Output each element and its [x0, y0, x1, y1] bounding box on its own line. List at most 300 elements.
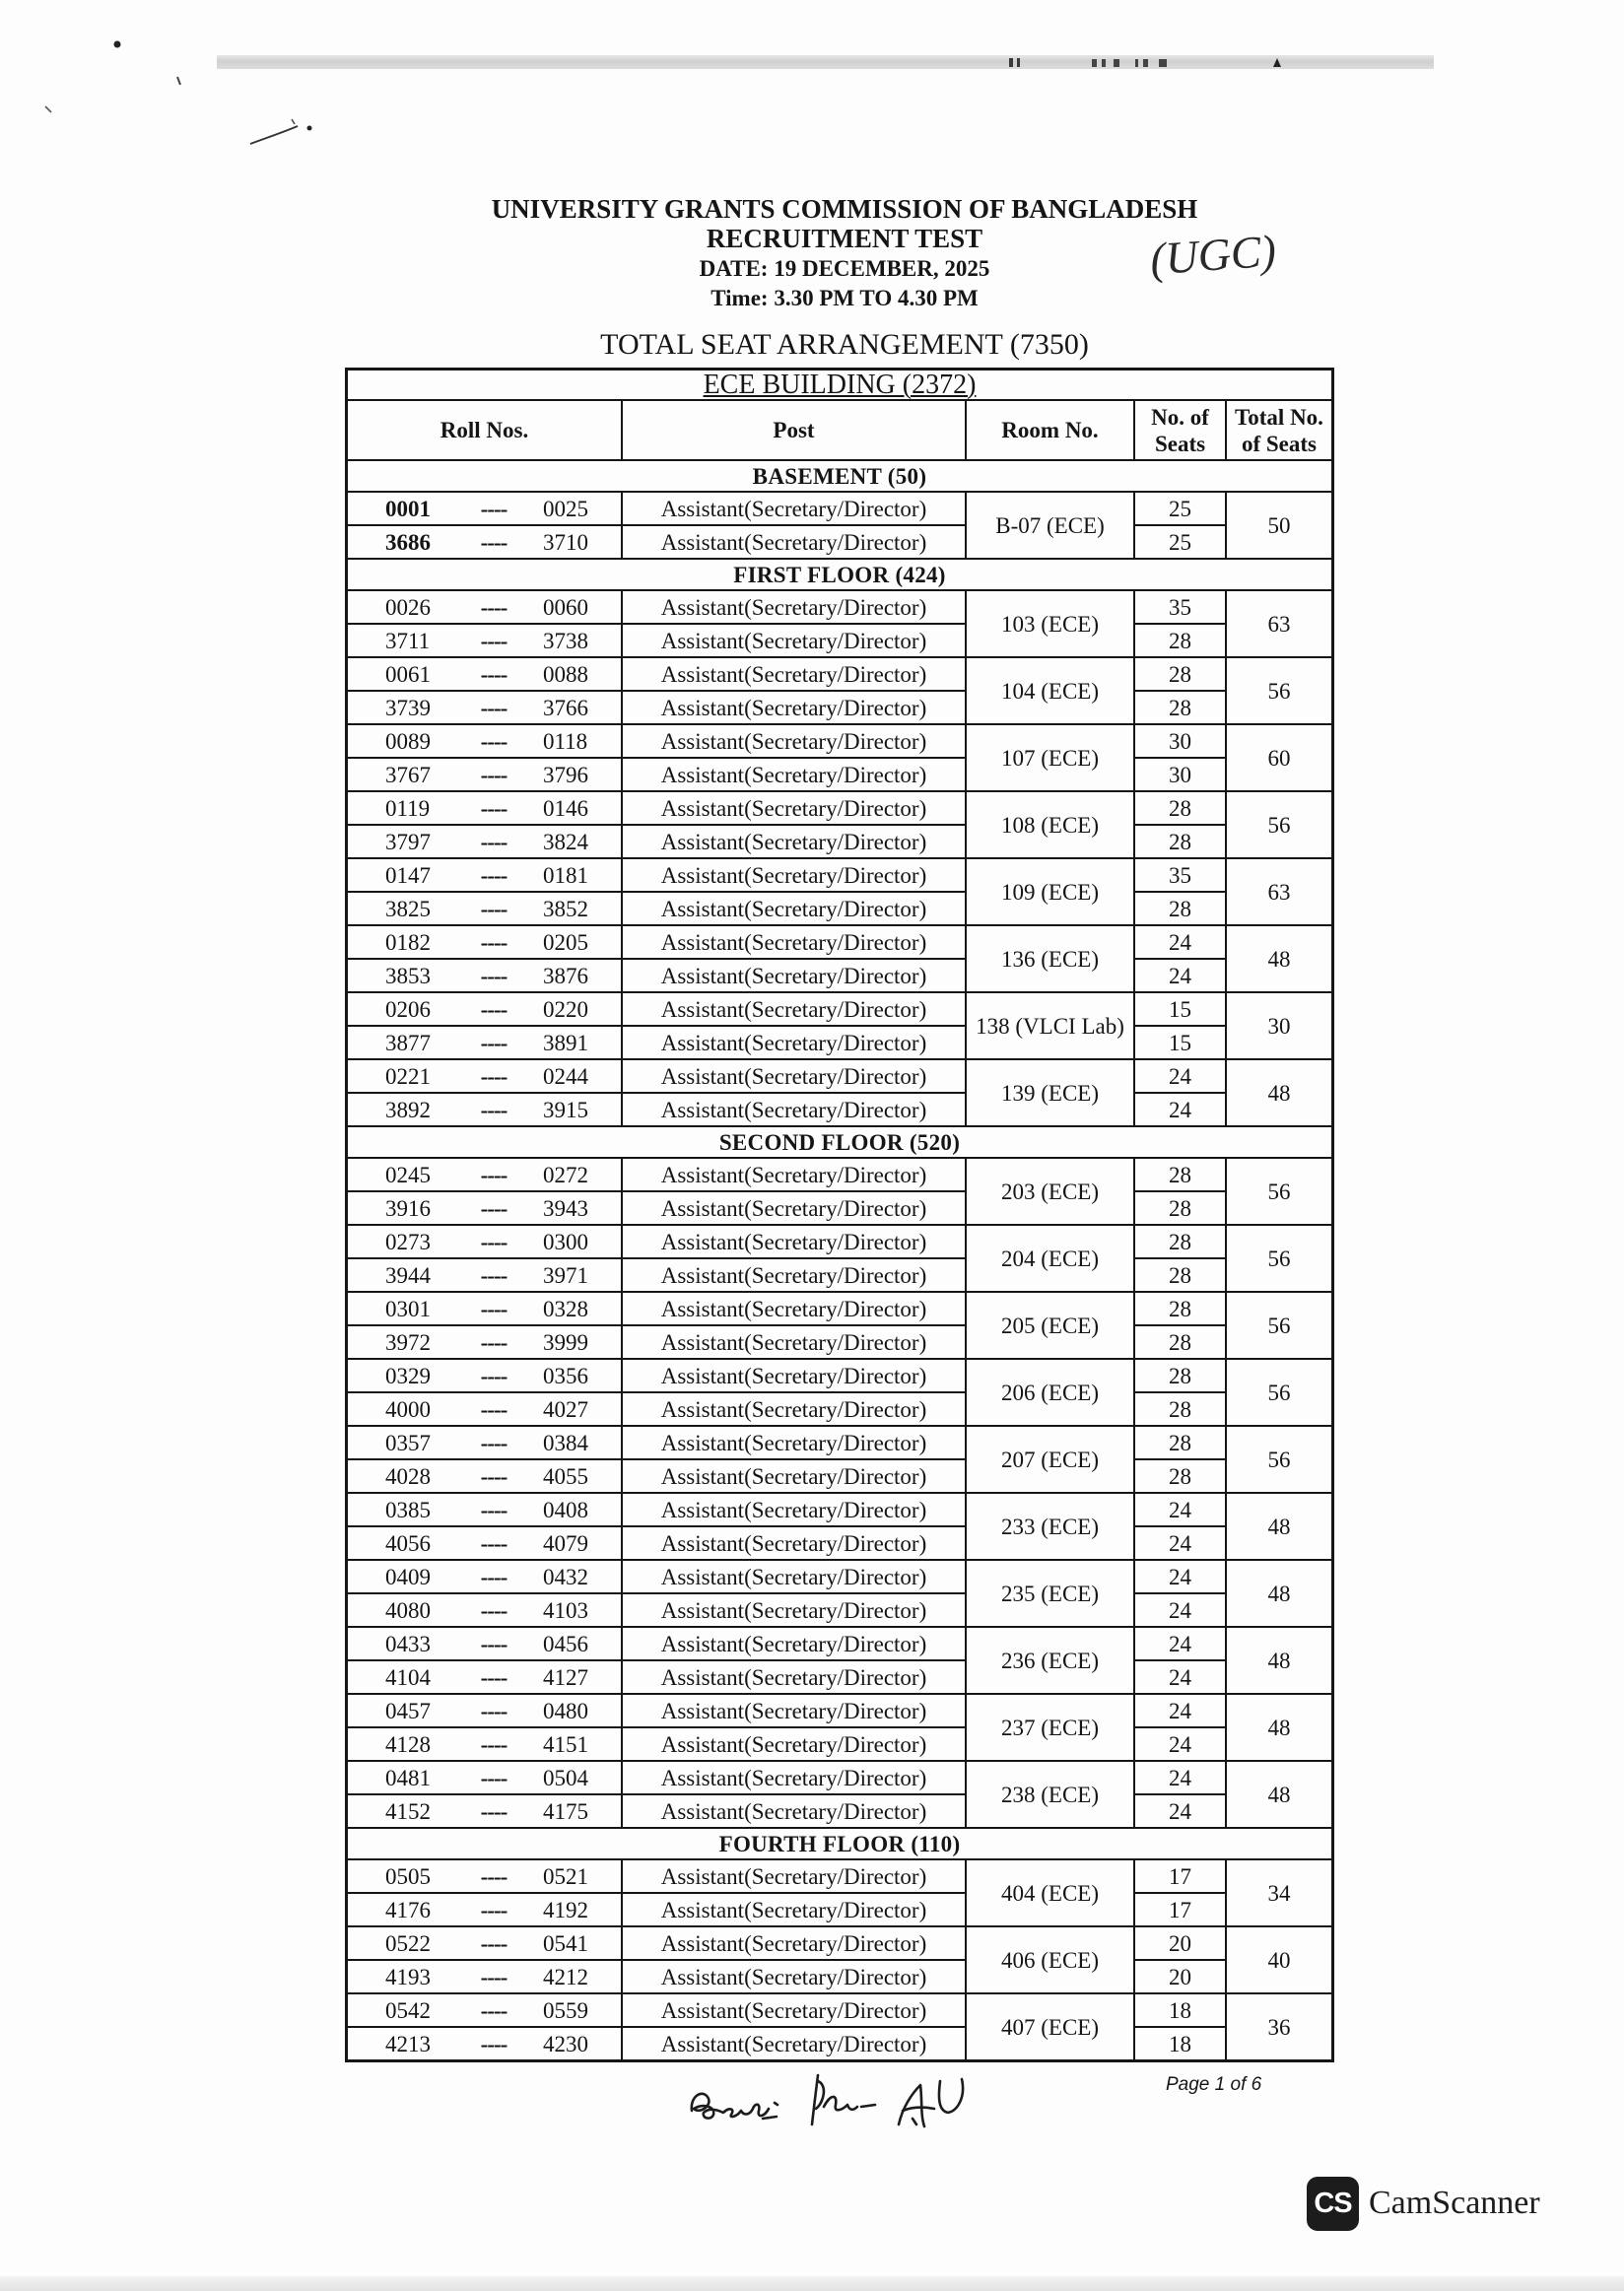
handwritten-annotation: (UGC)	[1148, 225, 1278, 285]
roll-to: 0025	[543, 496, 588, 521]
seats-cell: 28	[1135, 826, 1227, 859]
total-seats-cell: 48	[1227, 1060, 1333, 1127]
roll-range	[348, 1027, 623, 1060]
room-cell: 204 (ECE)	[967, 1226, 1135, 1293]
roll-separator: ----	[480, 1097, 508, 1122]
post-cell: Assistant(Secretary/Director)	[623, 1060, 967, 1094]
post-cell: Assistant(Secretary/Director)	[623, 1927, 967, 1961]
roll-from: 3797	[385, 829, 431, 854]
post-cell: Assistant(Secretary/Director)	[623, 1226, 967, 1259]
room-block	[348, 1994, 1333, 2061]
section-title: FOURTH FLOOR (110)	[348, 1829, 1333, 1860]
roll-to: 3971	[543, 1262, 588, 1288]
roll-from: 4193	[385, 1964, 431, 1989]
roll-from: 3916	[385, 1195, 431, 1221]
total-seats-cell: 36	[1227, 1994, 1333, 2061]
camscanner-logo: CS	[1307, 2177, 1359, 2231]
seats-cell: 18	[1135, 1994, 1227, 2028]
total-seats-cell: 50	[1227, 493, 1333, 560]
roll-from: 3711	[385, 628, 431, 653]
col-header-room: Room No.	[967, 401, 1135, 461]
room-block	[348, 792, 1333, 859]
roll-separator: ----	[480, 1964, 508, 1989]
roll-range	[348, 960, 623, 993]
seats-cell: 17	[1135, 1894, 1227, 1927]
roll-to: 3796	[543, 762, 588, 787]
roll-to: 3891	[543, 1030, 588, 1055]
seats-cell: 24	[1135, 1628, 1227, 1661]
room-block	[348, 658, 1333, 725]
roll-range	[348, 2028, 623, 2061]
room-block	[348, 993, 1333, 1060]
roll-range	[348, 1494, 623, 1527]
roll-from: 0542	[385, 1997, 431, 2023]
total-seats-cell: 48	[1227, 1494, 1333, 1561]
room-cell: 107 (ECE)	[967, 725, 1135, 792]
roll-range	[348, 1293, 623, 1326]
roll-separator: ----	[480, 1162, 508, 1187]
seats-cell: 24	[1135, 1695, 1227, 1728]
seats-cell: 25	[1135, 493, 1227, 526]
roll-to: 0456	[543, 1631, 588, 1656]
roll-separator: ----	[480, 1698, 508, 1723]
col-header-total-line1: Total No.	[1235, 404, 1323, 430]
roll-range	[348, 493, 623, 526]
roll-range	[348, 1360, 623, 1393]
roll-to: 3824	[543, 829, 588, 854]
roll-range	[348, 1226, 623, 1259]
seats-cell: 28	[1135, 1427, 1227, 1460]
roll-to: 3766	[543, 695, 588, 720]
room-block	[348, 493, 1333, 560]
roll-to: 0541	[543, 1930, 588, 1956]
roll-to: 0432	[543, 1564, 588, 1589]
scan-specks	[0, 0, 335, 158]
room-block	[348, 1494, 1333, 1561]
room-cell: 109 (ECE)	[967, 859, 1135, 926]
roll-range	[348, 1259, 623, 1293]
seats-cell: 24	[1135, 1060, 1227, 1094]
total-seats-cell: 48	[1227, 1762, 1333, 1829]
seats-cell: 28	[1135, 1460, 1227, 1494]
roll-from: 0505	[385, 1863, 431, 1889]
roll-to: 0088	[543, 661, 588, 687]
col-header-seats-line1: No. of	[1151, 404, 1209, 430]
roll-to: 0504	[543, 1765, 588, 1790]
total-seats-cell: 63	[1227, 859, 1333, 926]
seats-cell: 28	[1135, 1259, 1227, 1293]
total-seats-cell: 63	[1227, 591, 1333, 658]
roll-separator: ----	[480, 1798, 508, 1824]
roll-from: 0273	[385, 1229, 431, 1254]
scan-strip-marks	[217, 55, 1434, 69]
roll-range	[348, 1795, 623, 1829]
roll-from: 4152	[385, 1798, 431, 1824]
roll-to: 3943	[543, 1195, 588, 1221]
roll-to: 4103	[543, 1597, 588, 1623]
room-block	[348, 1360, 1333, 1427]
room-block	[348, 1762, 1333, 1829]
seats-cell: 20	[1135, 1927, 1227, 1961]
room-block	[348, 591, 1333, 658]
roll-to: 0220	[543, 996, 588, 1022]
roll-to: 4212	[543, 1964, 588, 1989]
post-cell: Assistant(Secretary/Director)	[623, 1027, 967, 1060]
roll-range	[348, 1994, 623, 2028]
total-seats-cell: 56	[1227, 1226, 1333, 1293]
room-block	[348, 1860, 1333, 1927]
room-block	[348, 926, 1333, 993]
roll-from: 0409	[385, 1564, 431, 1589]
room-cell: B-07 (ECE)	[967, 493, 1135, 560]
roll-separator: ----	[480, 728, 508, 754]
post-cell: Assistant(Secretary/Director)	[623, 1393, 967, 1427]
roll-range	[348, 759, 623, 792]
post-cell: Assistant(Secretary/Director)	[623, 1628, 967, 1661]
roll-separator: ----	[480, 1030, 508, 1055]
scan-bottom-edge	[0, 2276, 1624, 2291]
roll-separator: ----	[480, 1363, 508, 1388]
exam-date: DATE: 19 DECEMBER, 2025	[699, 256, 990, 281]
roll-from: 0522	[385, 1930, 431, 1956]
roll-range	[348, 625, 623, 658]
roll-from: 0433	[385, 1631, 431, 1656]
post-cell: Assistant(Secretary/Director)	[623, 1728, 967, 1762]
seats-cell: 15	[1135, 1027, 1227, 1060]
roll-to: 3710	[543, 529, 588, 555]
roll-from: 3825	[385, 896, 431, 921]
roll-separator: ----	[480, 1497, 508, 1522]
roll-separator: ----	[480, 862, 508, 888]
roll-separator: ----	[480, 795, 508, 821]
roll-from: 3767	[385, 762, 431, 787]
seats-cell: 24	[1135, 926, 1227, 960]
post-cell: Assistant(Secretary/Director)	[623, 725, 967, 759]
roll-to: 4079	[543, 1530, 588, 1556]
roll-separator: ----	[480, 1262, 508, 1288]
total-seats-cell: 48	[1227, 1628, 1333, 1695]
seats-cell: 20	[1135, 1961, 1227, 1994]
organization-name: UNIVERSITY GRANTS COMMISSION OF BANGLADESH	[491, 194, 1198, 224]
roll-from: 3892	[385, 1097, 431, 1122]
roll-to: 4230	[543, 2031, 588, 2056]
roll-range	[348, 1393, 623, 1427]
seats-cell: 24	[1135, 1728, 1227, 1762]
roll-separator: ----	[480, 1063, 508, 1089]
roll-from: 0481	[385, 1765, 431, 1790]
document-title: TOTAL SEAT ARRANGEMENT (7350)	[600, 328, 1089, 361]
roll-to: 0146	[543, 795, 588, 821]
roll-range	[348, 1762, 623, 1795]
room-cell: 235 (ECE)	[967, 1561, 1135, 1628]
roll-range	[348, 1894, 623, 1927]
roll-to: 3999	[543, 1329, 588, 1355]
roll-separator: ----	[480, 2031, 508, 2056]
roll-from: 3944	[385, 1262, 431, 1288]
roll-to: 0480	[543, 1698, 588, 1723]
room-block	[348, 725, 1333, 792]
roll-separator: ----	[480, 1863, 508, 1889]
roll-range	[348, 893, 623, 926]
post-cell: Assistant(Secretary/Director)	[623, 1661, 967, 1695]
seat-table-body	[348, 461, 1333, 2061]
roll-to: 4027	[543, 1396, 588, 1422]
seats-cell: 35	[1135, 591, 1227, 625]
roll-separator: ----	[480, 1195, 508, 1221]
seats-cell: 28	[1135, 658, 1227, 692]
roll-from: 3686	[385, 529, 431, 555]
roll-from: 0119	[385, 795, 431, 821]
post-cell: Assistant(Secretary/Director)	[623, 1961, 967, 1994]
roll-separator: ----	[480, 829, 508, 854]
section-title: FIRST FLOOR (424)	[348, 560, 1333, 591]
roll-to: 0272	[543, 1162, 588, 1187]
roll-to: 0356	[543, 1363, 588, 1388]
roll-separator: ----	[480, 1463, 508, 1489]
roll-to: 0181	[543, 862, 588, 888]
roll-separator: ----	[480, 929, 508, 955]
roll-separator: ----	[480, 594, 508, 620]
roll-from: 4213	[385, 2031, 431, 2056]
roll-separator: ----	[480, 1564, 508, 1589]
roll-separator: ----	[480, 661, 508, 687]
seats-cell: 24	[1135, 1527, 1227, 1561]
post-cell: Assistant(Secretary/Director)	[623, 1894, 967, 1927]
room-cell: 404 (ECE)	[967, 1860, 1135, 1927]
post-cell: Assistant(Secretary/Director)	[623, 493, 967, 526]
roll-separator: ----	[480, 1396, 508, 1422]
room-cell: 407 (ECE)	[967, 1994, 1135, 2061]
roll-from: 0206	[385, 996, 431, 1022]
roll-from: 0329	[385, 1363, 431, 1388]
room-cell: 205 (ECE)	[967, 1293, 1135, 1360]
post-cell: Assistant(Secretary/Director)	[623, 1360, 967, 1393]
section-title: SECOND FLOOR (520)	[348, 1127, 1333, 1159]
roll-separator: ----	[480, 1731, 508, 1757]
post-cell: Assistant(Secretary/Director)	[623, 1994, 967, 2028]
post-cell: Assistant(Secretary/Director)	[623, 1094, 967, 1127]
total-seats-cell: 34	[1227, 1860, 1333, 1927]
seats-cell: 24	[1135, 1661, 1227, 1695]
post-cell: Assistant(Secretary/Director)	[623, 1695, 967, 1728]
roll-range	[348, 1860, 623, 1894]
roll-separator: ----	[480, 628, 508, 653]
room-cell: 136 (ECE)	[967, 926, 1135, 993]
room-block	[348, 1159, 1333, 1226]
roll-to: 3738	[543, 628, 588, 653]
post-cell: Assistant(Secretary/Director)	[623, 1326, 967, 1360]
post-cell: Assistant(Secretary/Director)	[623, 1293, 967, 1326]
roll-from: 3739	[385, 695, 431, 720]
roll-from: 3972	[385, 1329, 431, 1355]
post-cell: Assistant(Secretary/Director)	[623, 692, 967, 725]
seats-cell: 24	[1135, 1795, 1227, 1829]
post-cell: Assistant(Secretary/Director)	[623, 1561, 967, 1594]
col-header-total-line2: of Seats	[1241, 431, 1318, 456]
seats-cell: 30	[1135, 725, 1227, 759]
roll-range	[348, 1060, 623, 1094]
roll-range	[348, 1961, 623, 1994]
roll-separator: ----	[480, 1296, 508, 1321]
post-cell: Assistant(Secretary/Director)	[623, 759, 967, 792]
seats-cell: 15	[1135, 993, 1227, 1027]
roll-range	[348, 859, 623, 893]
roll-range	[348, 1628, 623, 1661]
roll-to: 4151	[543, 1731, 588, 1757]
roll-range	[348, 1927, 623, 1961]
col-header-post: Post	[623, 401, 967, 461]
roll-separator: ----	[480, 1664, 508, 1690]
roll-to: 3915	[543, 1097, 588, 1122]
camscanner-name: CamScanner	[1369, 2185, 1540, 2221]
building-title-row	[348, 371, 1333, 401]
roll-separator: ----	[480, 1597, 508, 1623]
post-cell: Assistant(Secretary/Director)	[623, 591, 967, 625]
seats-cell: 28	[1135, 893, 1227, 926]
roll-separator: ----	[480, 1930, 508, 1956]
roll-from: 4056	[385, 1530, 431, 1556]
room-cell: 138 (VLCI Lab)	[967, 993, 1135, 1060]
seats-cell: 28	[1135, 1192, 1227, 1226]
roll-range	[348, 1192, 623, 1226]
roll-range	[348, 1427, 623, 1460]
roll-from: 0385	[385, 1497, 431, 1522]
post-cell: Assistant(Secretary/Director)	[623, 926, 967, 960]
post-cell: Assistant(Secretary/Director)	[623, 893, 967, 926]
roll-range	[348, 1661, 623, 1695]
post-cell: Assistant(Secretary/Director)	[623, 826, 967, 859]
roll-range	[348, 1594, 623, 1628]
post-cell: Assistant(Secretary/Director)	[623, 1762, 967, 1795]
total-seats-cell: 60	[1227, 725, 1333, 792]
roll-from: 0182	[385, 929, 431, 955]
building-title: ECE BUILDING (2372)	[703, 371, 977, 400]
seat-arrangement-table	[346, 369, 1333, 2061]
col-header-seats-line2: Seats	[1154, 431, 1206, 456]
seats-cell: 24	[1135, 1094, 1227, 1127]
roll-range	[348, 1460, 623, 1494]
roll-from: 0357	[385, 1430, 431, 1455]
seats-cell: 17	[1135, 1860, 1227, 1894]
exam-name: RECRUITMENT TEST	[706, 224, 983, 253]
roll-separator: ----	[480, 1530, 508, 1556]
roll-range	[348, 658, 623, 692]
post-cell: Assistant(Secretary/Director)	[623, 1259, 967, 1293]
roll-from: 0001	[385, 496, 431, 521]
total-seats-cell: 40	[1227, 1927, 1333, 1994]
post-cell: Assistant(Secretary/Director)	[623, 1594, 967, 1628]
roll-to: 0559	[543, 1997, 588, 2023]
room-block	[348, 1226, 1333, 1293]
seats-cell: 24	[1135, 1561, 1227, 1594]
col-header-total	[1227, 401, 1333, 461]
roll-to: 4192	[543, 1897, 588, 1922]
room-block	[348, 1695, 1333, 1762]
col-header-seats	[1135, 401, 1227, 461]
roll-separator: ----	[480, 695, 508, 720]
roll-range	[348, 591, 623, 625]
roll-range	[348, 1695, 623, 1728]
seats-cell: 28	[1135, 625, 1227, 658]
room-cell: 104 (ECE)	[967, 658, 1135, 725]
signature-2	[812, 2075, 875, 2124]
room-cell: 203 (ECE)	[967, 1159, 1135, 1226]
roll-from: 0457	[385, 1698, 431, 1723]
room-block	[348, 859, 1333, 926]
room-cell: 238 (ECE)	[967, 1762, 1135, 1829]
post-cell: Assistant(Secretary/Director)	[623, 1460, 967, 1494]
roll-from: 4000	[385, 1396, 431, 1422]
room-cell: 206 (ECE)	[967, 1360, 1135, 1427]
roll-separator: ----	[480, 1997, 508, 2023]
seats-cell: 18	[1135, 2028, 1227, 2061]
roll-range	[348, 1527, 623, 1561]
post-cell: Assistant(Secretary/Director)	[623, 658, 967, 692]
post-cell: Assistant(Secretary/Director)	[623, 625, 967, 658]
seats-cell: 28	[1135, 1226, 1227, 1259]
room-block	[348, 1561, 1333, 1628]
roll-range	[348, 1561, 623, 1594]
post-cell: Assistant(Secretary/Director)	[623, 993, 967, 1027]
roll-range	[348, 1159, 623, 1192]
total-seats-cell: 56	[1227, 1293, 1333, 1360]
roll-separator: ----	[480, 529, 508, 555]
roll-from: 3853	[385, 963, 431, 988]
roll-from: 0147	[385, 862, 431, 888]
seats-cell: 25	[1135, 526, 1227, 560]
total-seats-cell: 48	[1227, 926, 1333, 993]
roll-to: 3852	[543, 896, 588, 921]
roll-range	[348, 792, 623, 826]
roll-from: 4080	[385, 1597, 431, 1623]
roll-separator: ----	[480, 496, 508, 521]
post-cell: Assistant(Secretary/Director)	[623, 526, 967, 560]
roll-from: 4028	[385, 1463, 431, 1489]
roll-range	[348, 692, 623, 725]
scan-edge-strip	[217, 55, 1434, 69]
roll-from: 0221	[385, 1063, 431, 1089]
table-header-row	[348, 401, 1333, 461]
signature-3	[899, 2079, 963, 2126]
total-seats-cell: 56	[1227, 1427, 1333, 1494]
post-cell: Assistant(Secretary/Director)	[623, 792, 967, 826]
post-cell: Assistant(Secretary/Director)	[623, 2028, 967, 2061]
seats-cell: 28	[1135, 1326, 1227, 1360]
signatures	[680, 2067, 976, 2146]
seats-cell: 24	[1135, 1594, 1227, 1628]
roll-separator: ----	[480, 896, 508, 921]
roll-separator: ----	[480, 1229, 508, 1254]
roll-range	[348, 1326, 623, 1360]
col-header-roll: Roll Nos.	[348, 401, 623, 461]
roll-separator: ----	[480, 1329, 508, 1355]
post-cell: Assistant(Secretary/Director)	[623, 1159, 967, 1192]
seats-cell: 28	[1135, 792, 1227, 826]
seats-cell: 28	[1135, 1159, 1227, 1192]
total-seats-cell: 48	[1227, 1695, 1333, 1762]
room-block	[348, 1427, 1333, 1494]
post-cell: Assistant(Secretary/Director)	[623, 1795, 967, 1829]
roll-to: 4127	[543, 1664, 588, 1690]
roll-from: 0061	[385, 661, 431, 687]
room-cell: 207 (ECE)	[967, 1427, 1135, 1494]
roll-range	[348, 526, 623, 560]
roll-range	[348, 926, 623, 960]
seats-cell: 24	[1135, 1762, 1227, 1795]
room-cell: 103 (ECE)	[967, 591, 1135, 658]
roll-separator: ----	[480, 1765, 508, 1790]
room-block	[348, 1293, 1333, 1360]
